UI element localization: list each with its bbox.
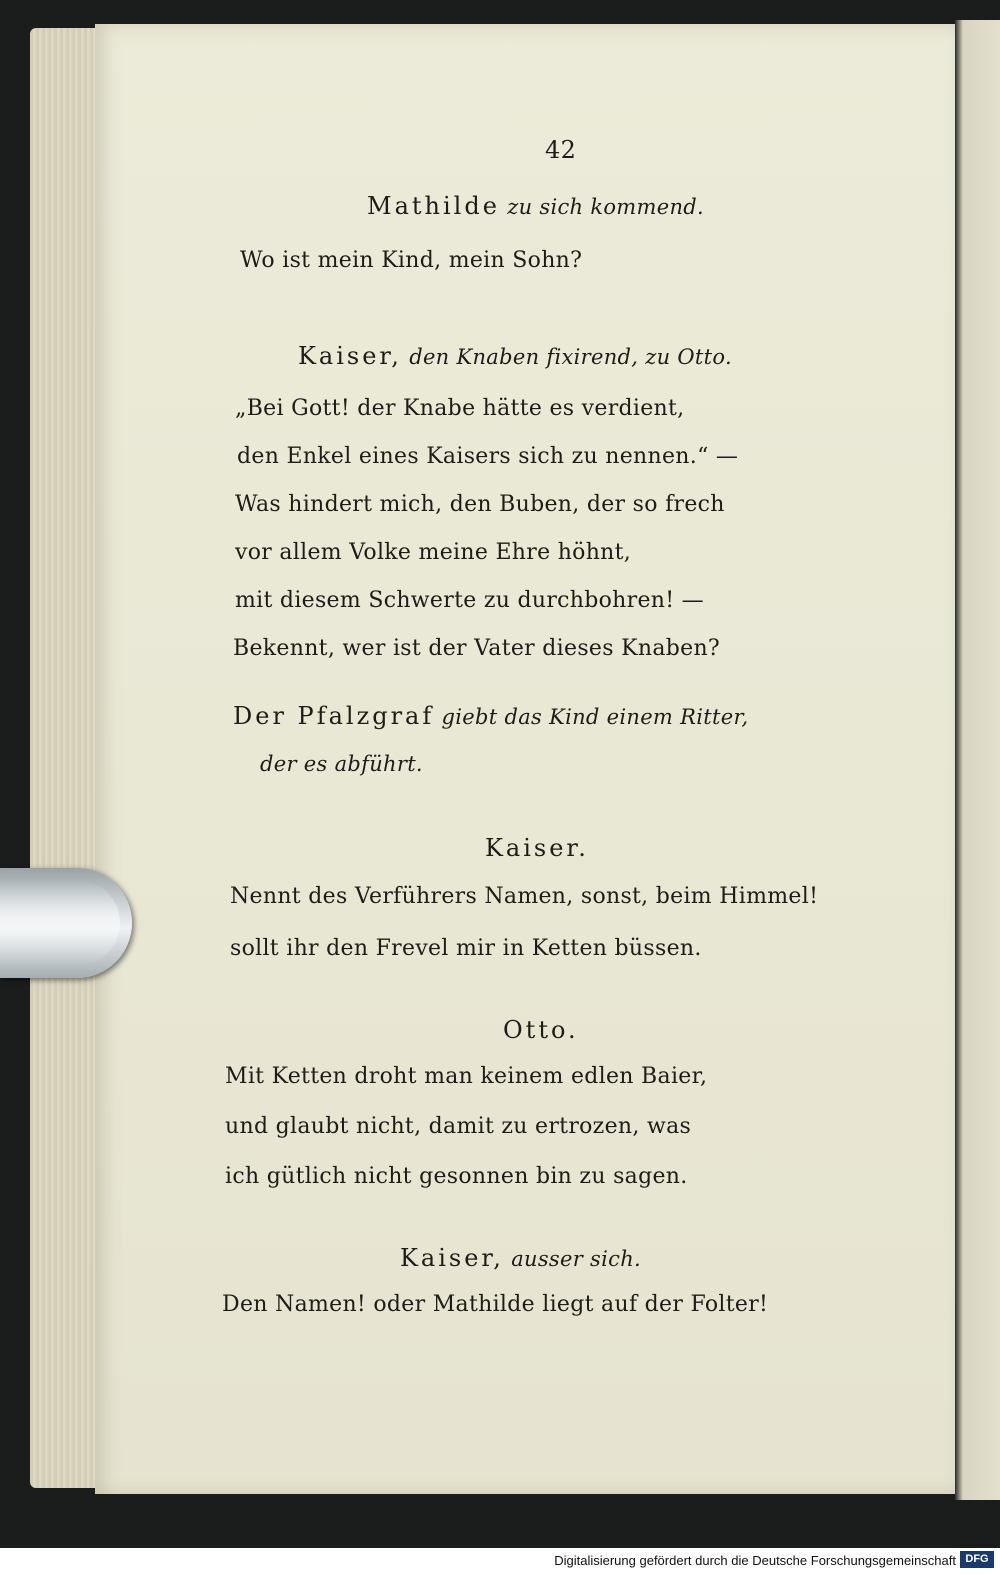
speaker-name: Otto. [503, 1016, 579, 1044]
speaker-line [233, 702, 748, 730]
book-page [95, 24, 955, 1494]
verse-line: „Bei Gott! der Knabe hätte es verdient, [235, 396, 685, 421]
verse-line: sollt ihr den Frevel mir in Ketten büssen. [230, 936, 702, 961]
stage-direction: giebt das Kind einem Ritter, [441, 705, 749, 729]
speaker-name: Kaiser, [400, 1244, 504, 1272]
verse-line: Den Namen! oder Mathilde liegt auf der Folter! [222, 1292, 769, 1317]
stage-direction: zu sich kommend. [507, 195, 704, 219]
speaker-name: Mathilde [367, 192, 500, 220]
speaker-line [367, 192, 704, 220]
page-number: 42 [545, 136, 577, 164]
dfg-logo: DFG [960, 1551, 994, 1568]
page-clip-highlight [0, 880, 120, 966]
speaker-name: Kaiser, [298, 342, 402, 370]
speaker-name: Kaiser. [485, 834, 589, 862]
verse-line: Bekennt, wer ist der Vater dieses Knaben? [233, 636, 721, 661]
stage-direction: der es abführt. [260, 752, 423, 776]
speaker-name: Der Pfalzgraf [233, 702, 435, 730]
verse-line: Wo ist mein Kind, mein Sohn? [240, 248, 583, 273]
verse-line: und glaubt nicht, damit zu ertrozen, was [225, 1114, 692, 1139]
verse-line: den Enkel eines Kaisers sich zu nennen.“ — [237, 444, 739, 469]
speaker-line [298, 342, 732, 370]
verse-line: Was hindert mich, den Buben, der so frech [235, 492, 725, 517]
stage-direction: ausser sich. [511, 1247, 641, 1271]
adjacent-page-edge [955, 20, 1000, 1500]
stage-direction: den Knaben fixirend, zu Otto. [409, 345, 732, 369]
speaker-line [400, 1244, 641, 1272]
verse-line: Mit Ketten droht man keinem edlen Baier, [225, 1064, 708, 1089]
verse-line: ich gütlich nicht gesonnen bin zu sagen. [225, 1164, 688, 1189]
verse-line: Nennt des Verführers Namen, sonst, beim Himmel! [230, 884, 819, 909]
funding-credit: Digitalisierung gefördert durch die Deutsche Forschungsgemeinschaft [554, 1553, 956, 1568]
verse-line: vor allem Volke meine Ehre höhnt, [235, 540, 632, 565]
verse-line: mit diesem Schwerte zu durchbohren! — [235, 588, 704, 613]
